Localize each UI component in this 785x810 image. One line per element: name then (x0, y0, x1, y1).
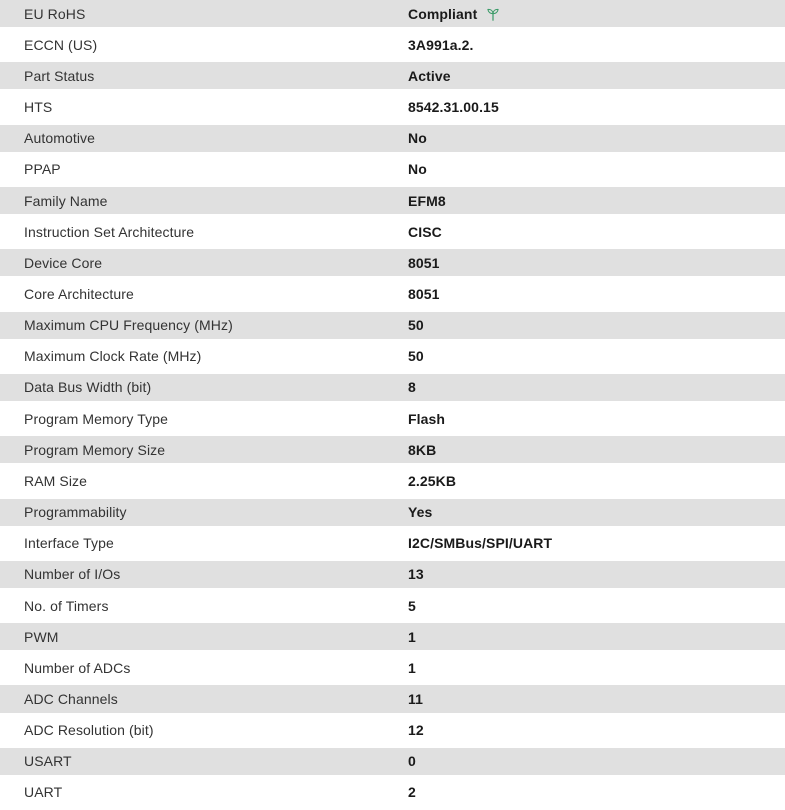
table-row (0, 748, 785, 779)
spec-value (408, 318, 424, 332)
spec-value (408, 474, 456, 488)
spec-value (408, 69, 451, 83)
spec-value-text: 2.25KB (408, 472, 457, 489)
spec-label: Device Core (24, 254, 103, 271)
spec-label: Number of I/Os (24, 566, 121, 583)
spec-value (408, 256, 440, 270)
spec-value-text: 11 (408, 691, 423, 708)
spec-label: Program Memory Size (24, 441, 166, 458)
spec-value-text: 50 (408, 348, 424, 365)
spec-value-text: EFM8 (408, 192, 446, 209)
spec-value (408, 443, 436, 457)
spec-value (408, 692, 423, 706)
table-row (0, 530, 785, 561)
spec-value (408, 38, 474, 52)
spec-value-text: 0 (408, 753, 416, 770)
spec-value (408, 162, 427, 176)
spec-label: Automotive (24, 130, 96, 147)
spec-value-text: 3A991a.2. (408, 36, 474, 53)
spec-label: ADC Channels (24, 691, 118, 708)
spec-value (408, 661, 416, 675)
spec-value-text: Flash (408, 410, 446, 427)
table-row (0, 31, 785, 62)
spec-label: Family Name (24, 192, 108, 209)
table-row (0, 592, 785, 623)
spec-value-text: 8051 (408, 254, 440, 271)
spec-value-text: 1 (408, 659, 416, 676)
spec-label: Part Status (24, 67, 95, 84)
spec-value-text: No (408, 130, 427, 147)
table-row (0, 779, 785, 810)
spec-label: ADC Resolution (bit) (24, 722, 154, 739)
spec-value-text: 12 (408, 722, 424, 739)
table-row (0, 436, 785, 467)
table-row (0, 93, 785, 124)
spec-label: PWM (24, 628, 59, 645)
spec-value (408, 225, 442, 239)
spec-value (408, 100, 499, 114)
spec-value-text: Yes (408, 504, 433, 521)
spec-value-text: 1 (408, 628, 416, 645)
spec-value-text: I2C/SMBus/SPI/UART (408, 535, 553, 552)
table-row (0, 717, 785, 748)
spec-value-text: Active (408, 67, 451, 84)
table-row (0, 499, 785, 530)
spec-label: Number of ADCs (24, 659, 131, 676)
spec-value-text: 8051 (408, 285, 440, 302)
table-row (0, 187, 785, 218)
spec-label: Data Bus Width (bit) (24, 379, 152, 396)
spec-value (408, 754, 416, 768)
spec-value-text: Compliant (408, 5, 478, 22)
spec-label: Interface Type (24, 535, 114, 552)
spec-label: ECCN (US) (24, 36, 98, 53)
spec-label: USART (24, 753, 72, 770)
spec-value (408, 599, 416, 613)
spec-value (408, 131, 427, 145)
spec-label: No. of Timers (24, 597, 109, 614)
spec-value (408, 723, 424, 737)
spec-value-text: 2 (408, 784, 416, 801)
table-row (0, 623, 785, 654)
spec-value (408, 380, 416, 394)
spec-value (408, 536, 552, 550)
spec-value-text: CISC (408, 223, 442, 240)
spec-value-text: 8KB (408, 441, 437, 458)
table-row (0, 654, 785, 685)
table-row (0, 156, 785, 187)
spec-value-text: No (408, 161, 427, 178)
spec-value-text: 13 (408, 566, 424, 583)
spec-value (408, 630, 416, 644)
leaf-icon (485, 6, 501, 22)
spec-value (408, 412, 445, 426)
spec-label: Maximum Clock Rate (MHz) (24, 348, 202, 365)
spec-label: PPAP (24, 161, 61, 178)
spec-label: HTS (24, 99, 53, 116)
spec-label: Maximum CPU Frequency (MHz) (24, 317, 233, 334)
spec-label: RAM Size (24, 472, 88, 489)
spec-value (408, 194, 446, 208)
spec-label: Programmability (24, 504, 127, 521)
spec-value (408, 785, 416, 799)
spec-value-text: 50 (408, 317, 424, 334)
table-row (0, 249, 785, 280)
table-row (0, 467, 785, 498)
spec-value (408, 6, 501, 22)
spec-value (408, 349, 424, 363)
table-row (0, 218, 785, 249)
spec-value (408, 505, 432, 519)
table-row (0, 312, 785, 343)
spec-label: EU RoHS (24, 5, 86, 22)
table-row (0, 685, 785, 716)
table-row (0, 374, 785, 405)
spec-label: Core Architecture (24, 285, 134, 302)
table-row (0, 125, 785, 156)
spec-value-text: 5 (408, 597, 416, 614)
table-row (0, 343, 785, 374)
spec-label: Program Memory Type (24, 410, 169, 427)
spec-value (408, 287, 440, 301)
table-row (0, 280, 785, 311)
spec-label: UART (24, 784, 63, 801)
spec-value-text: 8542.31.00.15 (408, 99, 499, 116)
spec-label: Instruction Set Architecture (24, 223, 195, 240)
spec-value-text: 8 (408, 379, 416, 396)
table-row (0, 0, 785, 31)
spec-value (408, 567, 424, 581)
table-row (0, 62, 785, 93)
table-row (0, 561, 785, 592)
table-row (0, 405, 785, 436)
